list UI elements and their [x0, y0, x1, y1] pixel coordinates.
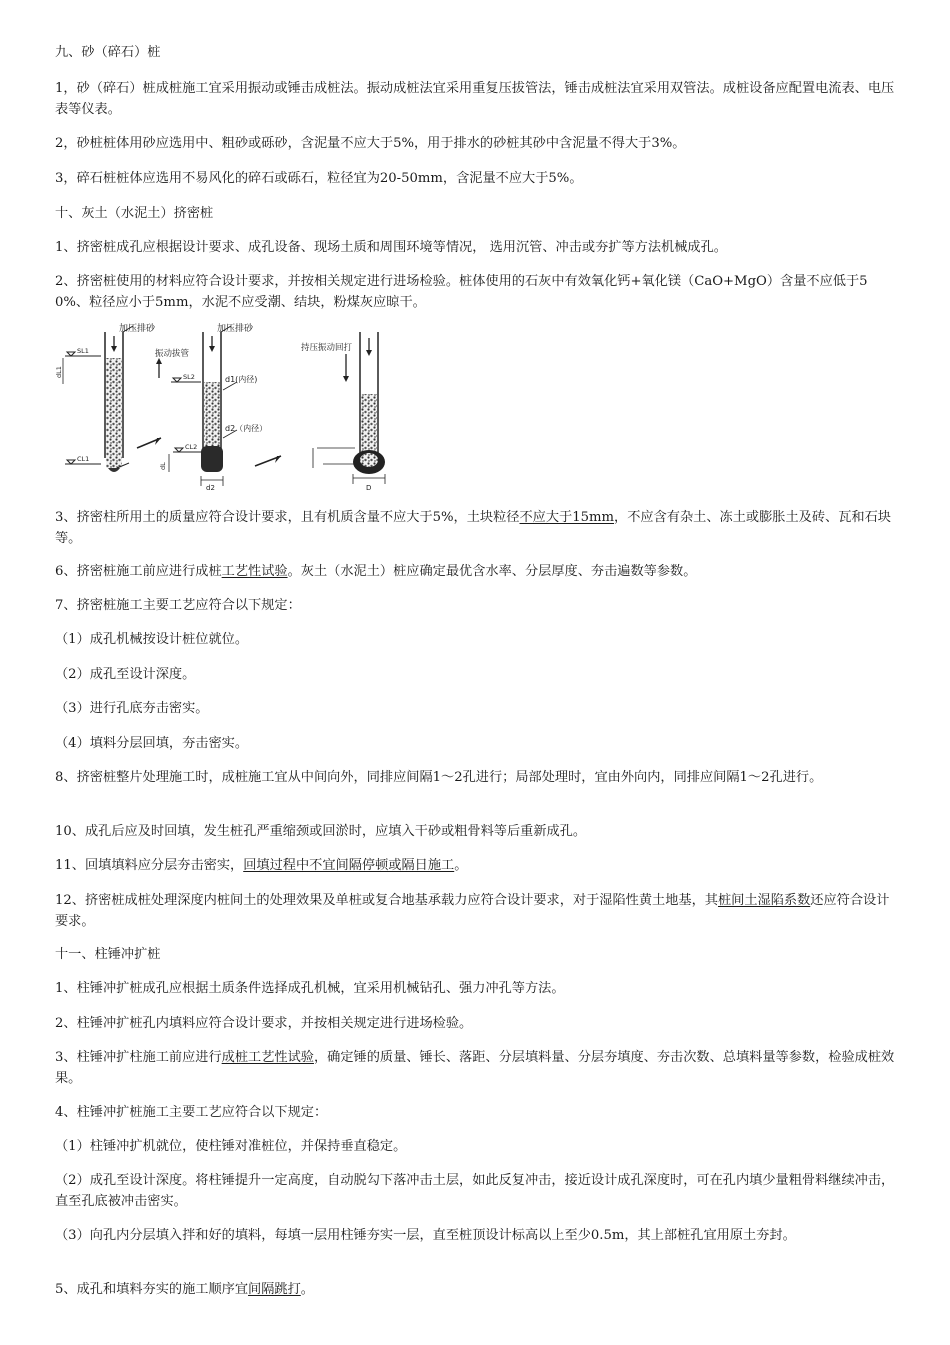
- list-item: （3）向孔内分层填入拌和好的填料，每填一层用柱锤夯实一层，直至桩顶设计标高以上至少0.5m，其上部桩孔宜用原土夯封。: [55, 1228, 796, 1243]
- underlined-text: 不应大于15mm: [519, 510, 615, 525]
- paragraph: 2，砂桩桩体用砂应选用中、粗砂或砾砂，含泥量不应大于5%，用于排水的砂桩其砂中含泥量不得大于3%。: [55, 136, 686, 151]
- label-dl1: dL1: [55, 366, 63, 378]
- underlined-text: 间隔跳打: [248, 1282, 301, 1297]
- paragraph: 7、挤密桩施工主要工艺应符合以下规定：: [55, 598, 301, 613]
- paragraph: 5、成孔和填料夯实的施工顺序宜间隔跳打。: [55, 1282, 314, 1297]
- label-inner-d2: d2（内径）: [225, 424, 268, 433]
- label-sand-discharge-2: 加压排砂: [217, 324, 254, 334]
- list-item: （1）成孔机械按设计桩位就位。: [55, 632, 249, 647]
- label-cl2: CL2: [185, 443, 198, 451]
- paragraph: 4、柱锤冲扩桩施工主要工艺应符合以下规定：: [55, 1105, 328, 1120]
- pile-diagram: [55, 318, 405, 498]
- list-item: （3）进行孔底夯击密实。: [55, 701, 209, 716]
- paragraph: 3、挤密柱所用土的质量应符合设计要求，且有机质含量不应大于5%，土块粒径不应大于15mm，不应含有杂土、冻土或膨胀土及砖、瓦和石块等。: [55, 510, 891, 546]
- label-sand-discharge-1: 加压排砂: [119, 324, 156, 334]
- paragraph: 8、挤密桩整片处理施工时，成桩施工宜从中间向外，同排应间隔1～2孔进行；局部处理时，宜由外向内，同排应间隔1～2孔进行。: [55, 770, 823, 785]
- label-vibratory-pull: 振动拔管: [155, 349, 190, 359]
- label-hold-pressure: 持压振动回打: [301, 343, 353, 353]
- paragraph: 1、挤密桩成孔应根据设计要求、成孔设备、现场土质和周围环境等情况， 选用沉管、冲击或夯扩等方法机械成孔。: [55, 240, 727, 255]
- paragraph: 12、挤密桩成桩处理深度内桩间土的处理效果及单桩或复合地基承载力应符合设计要求，对于湿陷性黄土地基，其桩间土湿陷系数还应符合设计要求。: [55, 893, 890, 929]
- paragraph: 3、柱锤冲扩柱施工前应进行成桩工艺性试验，确定锤的质量、锤长、落距、分层填料量、分层夯填度、夯击次数、总填料量等参数，检验成桩效果。: [55, 1050, 895, 1086]
- underlined-text: 工艺性试验: [221, 564, 288, 579]
- label-cl1: CL1: [77, 455, 90, 463]
- label-inner-d1: d1(内径): [225, 375, 258, 384]
- list-item: （2）成孔至设计深度。将柱锤提升一定高度，自动脱勾下落冲击土层，如此反复冲击，接近设计成孔深度时，可在孔内填少量粗骨料继续冲击，直至孔底被冲击密实。: [55, 1173, 895, 1209]
- list-item: （1）柱锤冲扩机就位，使柱锤对准桩位，并保持垂直稳定。: [55, 1139, 407, 1154]
- underlined-text: 成桩工艺性试验: [221, 1050, 314, 1065]
- paragraph: 11、回填填料应分层夯击密实，回填过程中不宜间隔停顿或隔日施工。: [55, 858, 468, 873]
- label-dl: dL: [159, 462, 167, 470]
- pile-stage-1: [63, 326, 133, 472]
- paragraph: 10、成孔后应及时回填，发生桩孔严重缩颈或回淤时，应填入干砂或粗骨料等后重新成孔。: [55, 824, 587, 839]
- pile-stage-3: [313, 332, 385, 484]
- section-heading-11: 十一、柱锤冲扩桩: [55, 947, 161, 962]
- label-D-dim: D: [366, 484, 372, 492]
- label-sl1: SL1: [77, 347, 89, 355]
- list-item: （2）成孔至设计深度。: [55, 667, 196, 682]
- label-d2-dim: d2: [206, 484, 215, 492]
- underlined-text: 桩间土湿陷系数: [717, 893, 811, 908]
- paragraph: 3，碎石桩桩体应选用不易风化的碎石或砾石，粒径宜为20-50mm，含泥量不应大于5%。: [55, 171, 583, 186]
- paragraph: 1，砂（碎石）桩成桩施工宜采用振动或锤击成桩法。振动成桩法宜采用重复压拔管法，锤击成桩法宜采用双管法。成桩设备应配置电流表、电压表等仪表。: [55, 81, 895, 117]
- paragraph: 1、柱锤冲扩桩成孔应根据土质条件选择成孔机械，宜采用机械钻孔、强力冲孔等方法。: [55, 981, 565, 996]
- paragraph: 2、挤密桩使用的材料应符合设计要求，并按相关规定进行进场检验。桩体使用的石灰中有效氧化钙+氧化镁（CaO+MgO）含量不应低于50%、粒径应小于5mm，水泥不应受潮、结块，粉煤灰应晾干。: [55, 274, 868, 310]
- paragraph: 6、挤密桩施工前应进行成桩工艺性试验。灰土（水泥土）桩应确定最优含水率、分层厚度、夯击遍数等参数。: [55, 564, 697, 579]
- paragraph: 2、柱锤冲扩桩孔内填料应符合设计要求，并按相关规定进行进场检验。: [55, 1016, 473, 1031]
- section-heading-9: 九、砂（碎石）桩: [55, 45, 161, 60]
- list-item: （4）填料分层回填，夯击密实。: [55, 736, 249, 751]
- section-heading-10: 十、灰土（水泥土）挤密桩: [55, 206, 214, 221]
- pile-construction-figure: [55, 318, 405, 498]
- underlined-text: 回填过程中不宜间隔停顿或隔日施工: [243, 858, 455, 873]
- label-sl2: SL2: [183, 373, 195, 381]
